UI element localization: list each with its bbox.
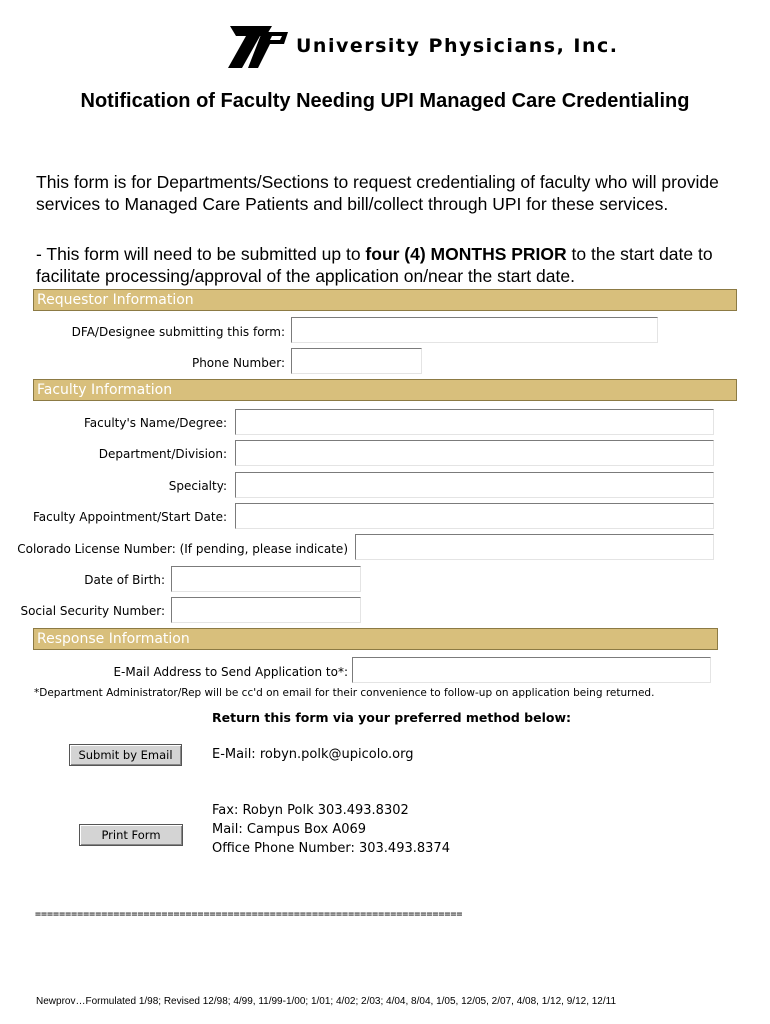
section-faculty-header: Faculty Information [33, 379, 737, 401]
section-requestor-header: Requestor Information [33, 289, 737, 311]
fax-contact: Fax: Robyn Polk 303.493.8302 [212, 803, 409, 818]
intro-p2-suffix: to the start date to facilitate processing/approval of the application on/near the start date. [36, 244, 713, 286]
intro-p2-prefix: - This form will need to be submitted up to [36, 244, 366, 264]
up-monogram-icon [222, 22, 294, 72]
department-division-input[interactable] [235, 440, 714, 466]
faculty-name-label: Faculty's Name/Degree: [83, 416, 227, 430]
ssn-input[interactable] [171, 597, 361, 623]
ssn-label: Social Security Number: [20, 604, 165, 618]
email-send-input[interactable] [352, 657, 711, 683]
intro-paragraph-2 [36, 243, 756, 287]
phone-number-input[interactable] [291, 348, 422, 374]
mail-contact: Mail: Campus Box A069 [212, 822, 367, 837]
return-heading: Return this form via your preferred method below: [212, 710, 572, 725]
dfa-designee-label: DFA/Designee submitting this form: [71, 325, 285, 339]
section-response-header: Response Information [33, 628, 718, 650]
org-name: University Physicians, Inc. [296, 35, 619, 57]
date-of-birth-input[interactable] [171, 566, 361, 592]
appointment-start-label: Faculty Appointment/Start Date: [32, 510, 227, 524]
colorado-license-input[interactable] [355, 534, 714, 560]
office-phone-contact: Office Phone Number: 303.493.8374 [212, 841, 450, 856]
revision-footer: Newprov…Formulated 1/98; Revised 12/98; 4/99, 11/99-1/00; 1/01; 4/02; 2/03; 4/04, 8/04, 1/05, 12/05, 2/07, 4/08, 1/12, 9/12, 12/11 [36, 996, 617, 1007]
separator-line: ======================================================================= [35, 909, 463, 920]
colorado-license-label: Colorado License Number: (If pending, please indicate) [17, 542, 348, 556]
faculty-name-input[interactable] [235, 409, 714, 435]
print-form-button[interactable]: Print Form [79, 824, 183, 846]
cc-note: *Department Administrator/Rep will be cc'd on email for their convenience to follow-up on application being returned. [34, 687, 655, 699]
specialty-label: Specialty: [168, 479, 227, 493]
date-of-birth-label: Date of Birth: [84, 573, 165, 587]
phone-number-label: Phone Number: [191, 356, 285, 370]
intro-p2-bold: four (4) MONTHS PRIOR [365, 244, 567, 264]
specialty-input[interactable] [235, 472, 714, 498]
appointment-start-input[interactable] [235, 503, 714, 529]
department-division-label: Department/Division: [98, 447, 227, 461]
dfa-designee-input[interactable] [291, 317, 658, 343]
email-send-label: E-Mail Address to Send Application to*: [113, 665, 348, 679]
submit-by-email-button[interactable]: Submit by Email [69, 744, 182, 766]
email-contact: E-Mail: robyn.polk@upicolo.org [212, 747, 414, 762]
page-title: Notification of Faculty Needing UPI Managed Care Credentialing [80, 90, 690, 112]
org-logo [222, 22, 619, 72]
intro-paragraph-1: This form is for Departments/Sections to request credentialing of faculty who will provide services to Managed Care Patients and bill/collect through UPI for these services. [36, 172, 719, 214]
